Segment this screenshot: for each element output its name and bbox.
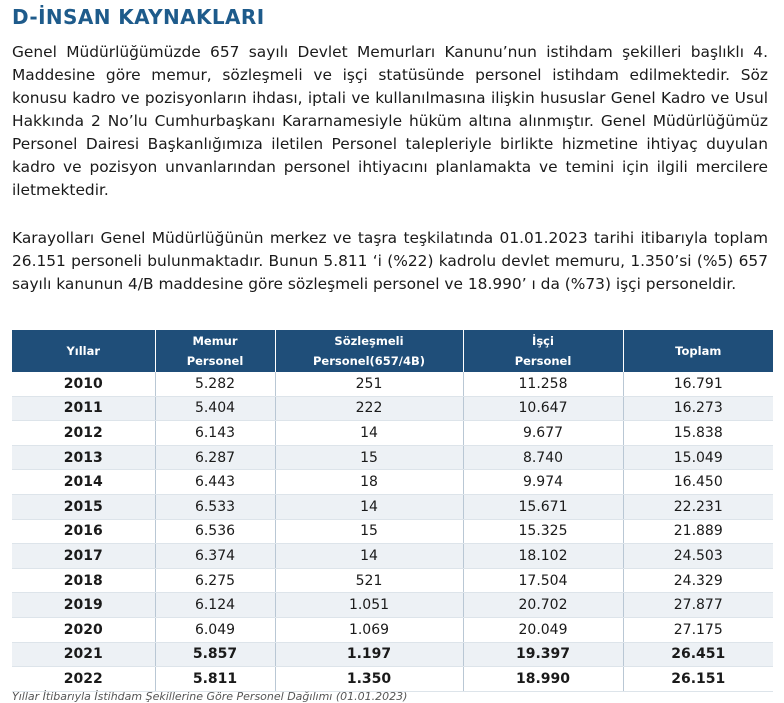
- header-label: Memur: [192, 334, 238, 348]
- table-row: [12, 494, 773, 519]
- table-row: [12, 568, 773, 593]
- cell-workers: 15.671: [463, 494, 623, 519]
- cell-workers: 8.740: [463, 445, 623, 470]
- table-row: [12, 617, 773, 642]
- cell-total: 15.838: [623, 421, 773, 446]
- cell-contracted: 14: [275, 421, 463, 446]
- cell-workers: 18.102: [463, 544, 623, 569]
- cell-year: 2014: [12, 470, 155, 495]
- cell-workers: 9.974: [463, 470, 623, 495]
- cell-year: 2019: [12, 593, 155, 618]
- cell-total: 27.175: [623, 617, 773, 642]
- cell-civil-servants: 5.282: [155, 372, 275, 396]
- header-contracted: [275, 330, 463, 372]
- table-row: [12, 667, 773, 692]
- cell-civil-servants: 6.536: [155, 519, 275, 544]
- header-label: Yıllar: [66, 344, 101, 358]
- cell-total: 27.877: [623, 593, 773, 618]
- cell-civil-servants: 6.275: [155, 568, 275, 593]
- header-total: [623, 330, 773, 372]
- page-title: D-İNSAN KAYNAKLARI: [12, 5, 265, 29]
- cell-contracted: 1.051: [275, 593, 463, 618]
- table-row: [12, 544, 773, 569]
- cell-workers: 15.325: [463, 519, 623, 544]
- personnel-table: [12, 330, 773, 692]
- cell-year: 2012: [12, 421, 155, 446]
- header-label: Personel(657/4B): [312, 354, 426, 368]
- table-row: [12, 642, 773, 667]
- cell-total: 16.450: [623, 470, 773, 495]
- cell-workers: 20.049: [463, 617, 623, 642]
- cell-contracted: 15: [275, 445, 463, 470]
- table-row: [12, 519, 773, 544]
- cell-total: 22.231: [623, 494, 773, 519]
- table-header: [12, 330, 773, 372]
- cell-contracted: 14: [275, 544, 463, 569]
- cell-workers: 18.990: [463, 667, 623, 692]
- cell-year: 2020: [12, 617, 155, 642]
- table-row: [12, 421, 773, 446]
- table-body: [12, 372, 773, 691]
- header-label: Personel: [186, 354, 244, 368]
- cell-civil-servants: 5.811: [155, 667, 275, 692]
- cell-civil-servants: 5.857: [155, 642, 275, 667]
- cell-civil-servants: 6.287: [155, 445, 275, 470]
- table-row: [12, 396, 773, 421]
- cell-contracted: 15: [275, 519, 463, 544]
- cell-total: 24.503: [623, 544, 773, 569]
- cell-total: 26.451: [623, 642, 773, 667]
- cell-year: 2016: [12, 519, 155, 544]
- table-row: [12, 372, 773, 396]
- cell-contracted: 1.350: [275, 667, 463, 692]
- cell-year: 2017: [12, 544, 155, 569]
- cell-year: 2010: [12, 372, 155, 396]
- cell-contracted: 14: [275, 494, 463, 519]
- cell-year: 2011: [12, 396, 155, 421]
- cell-total: 16.273: [623, 396, 773, 421]
- header-civil-servants: [155, 330, 275, 372]
- header-label: Personel: [514, 354, 572, 368]
- cell-total: 15.049: [623, 445, 773, 470]
- header-workers: [463, 330, 623, 372]
- cell-civil-servants: 6.533: [155, 494, 275, 519]
- table-header-row: [12, 330, 773, 372]
- cell-workers: 10.647: [463, 396, 623, 421]
- cell-total: 16.791: [623, 372, 773, 396]
- header-years: [12, 330, 155, 372]
- source-note: Yıllar İtibarıyla İstihdam Şekillerine Göre Personel Dağılımı (01.01.2023): [12, 690, 408, 703]
- cell-year: 2018: [12, 568, 155, 593]
- cell-civil-servants: 5.404: [155, 396, 275, 421]
- cell-contracted: 251: [275, 372, 463, 396]
- cell-contracted: 222: [275, 396, 463, 421]
- cell-contracted: 18: [275, 470, 463, 495]
- cell-civil-servants: 6.049: [155, 617, 275, 642]
- cell-contracted: 521: [275, 568, 463, 593]
- table-row: [12, 445, 773, 470]
- cell-civil-servants: 6.143: [155, 421, 275, 446]
- personnel-summary-paragraph: Karayolları Genel Müdürlüğünün merkez ve taşra teşkilatında 01.01.2023 tarihi itibarıyla toplam 26.151 personeli bulunmaktadır. Bunun 5.811 ‘i (%22) kadrolu devlet memuru, 1.350’si (%5) 657 sayılı kanunun 4/B maddesine göre sözleşmeli personel ve 18.990’ ı da (%73) işçi personeldir.: [12, 229, 768, 293]
- cell-civil-servants: 6.124: [155, 593, 275, 618]
- cell-total: 26.151: [623, 667, 773, 692]
- table-row: [12, 470, 773, 495]
- cell-total: 24.329: [623, 568, 773, 593]
- cell-workers: 17.504: [463, 568, 623, 593]
- cell-workers: 19.397: [463, 642, 623, 667]
- intro-paragraph: Genel Müdürlüğümüzde 657 sayılı Devlet Memurları Kanunu’nun istihdam şekilleri başlıklı 4. Maddesine göre memur, sözleşmeli ve işçi statüsünde personel istihdam edilmektedir. Söz konusu kadro ve pozisyonların ihdası, iptali ve kullanılmasına ilişkin hususlar Genel Kadro ve Usul Hakkında 2 No’lu Cumhurbaşkanı Kararnamesiyle hüküm altına alınmıştır. Genel Müdürlüğümüz Personel Dairesi Başkanlığımıza iletilen Personel talepleriyle birlikte hizmetine ihtiyaç duyulan kadro ve pozisyon unvanlarından personel ihtiyacını planlamakta ve temini için ilgili mercilere iletmektedir.: [12, 43, 768, 199]
- cell-contracted: 1.069: [275, 617, 463, 642]
- cell-contracted: 1.197: [275, 642, 463, 667]
- header-label: İşçi: [532, 334, 554, 348]
- cell-year: 2015: [12, 494, 155, 519]
- cell-year: 2022: [12, 667, 155, 692]
- cell-total: 21.889: [623, 519, 773, 544]
- cell-civil-servants: 6.443: [155, 470, 275, 495]
- cell-civil-servants: 6.374: [155, 544, 275, 569]
- cell-workers: 20.702: [463, 593, 623, 618]
- header-label: Sözleşmeli: [334, 334, 404, 348]
- cell-workers: 11.258: [463, 372, 623, 396]
- cell-year: 2021: [12, 642, 155, 667]
- cell-workers: 9.677: [463, 421, 623, 446]
- cell-year: 2013: [12, 445, 155, 470]
- table-row: [12, 593, 773, 618]
- header-label: Toplam: [675, 344, 722, 358]
